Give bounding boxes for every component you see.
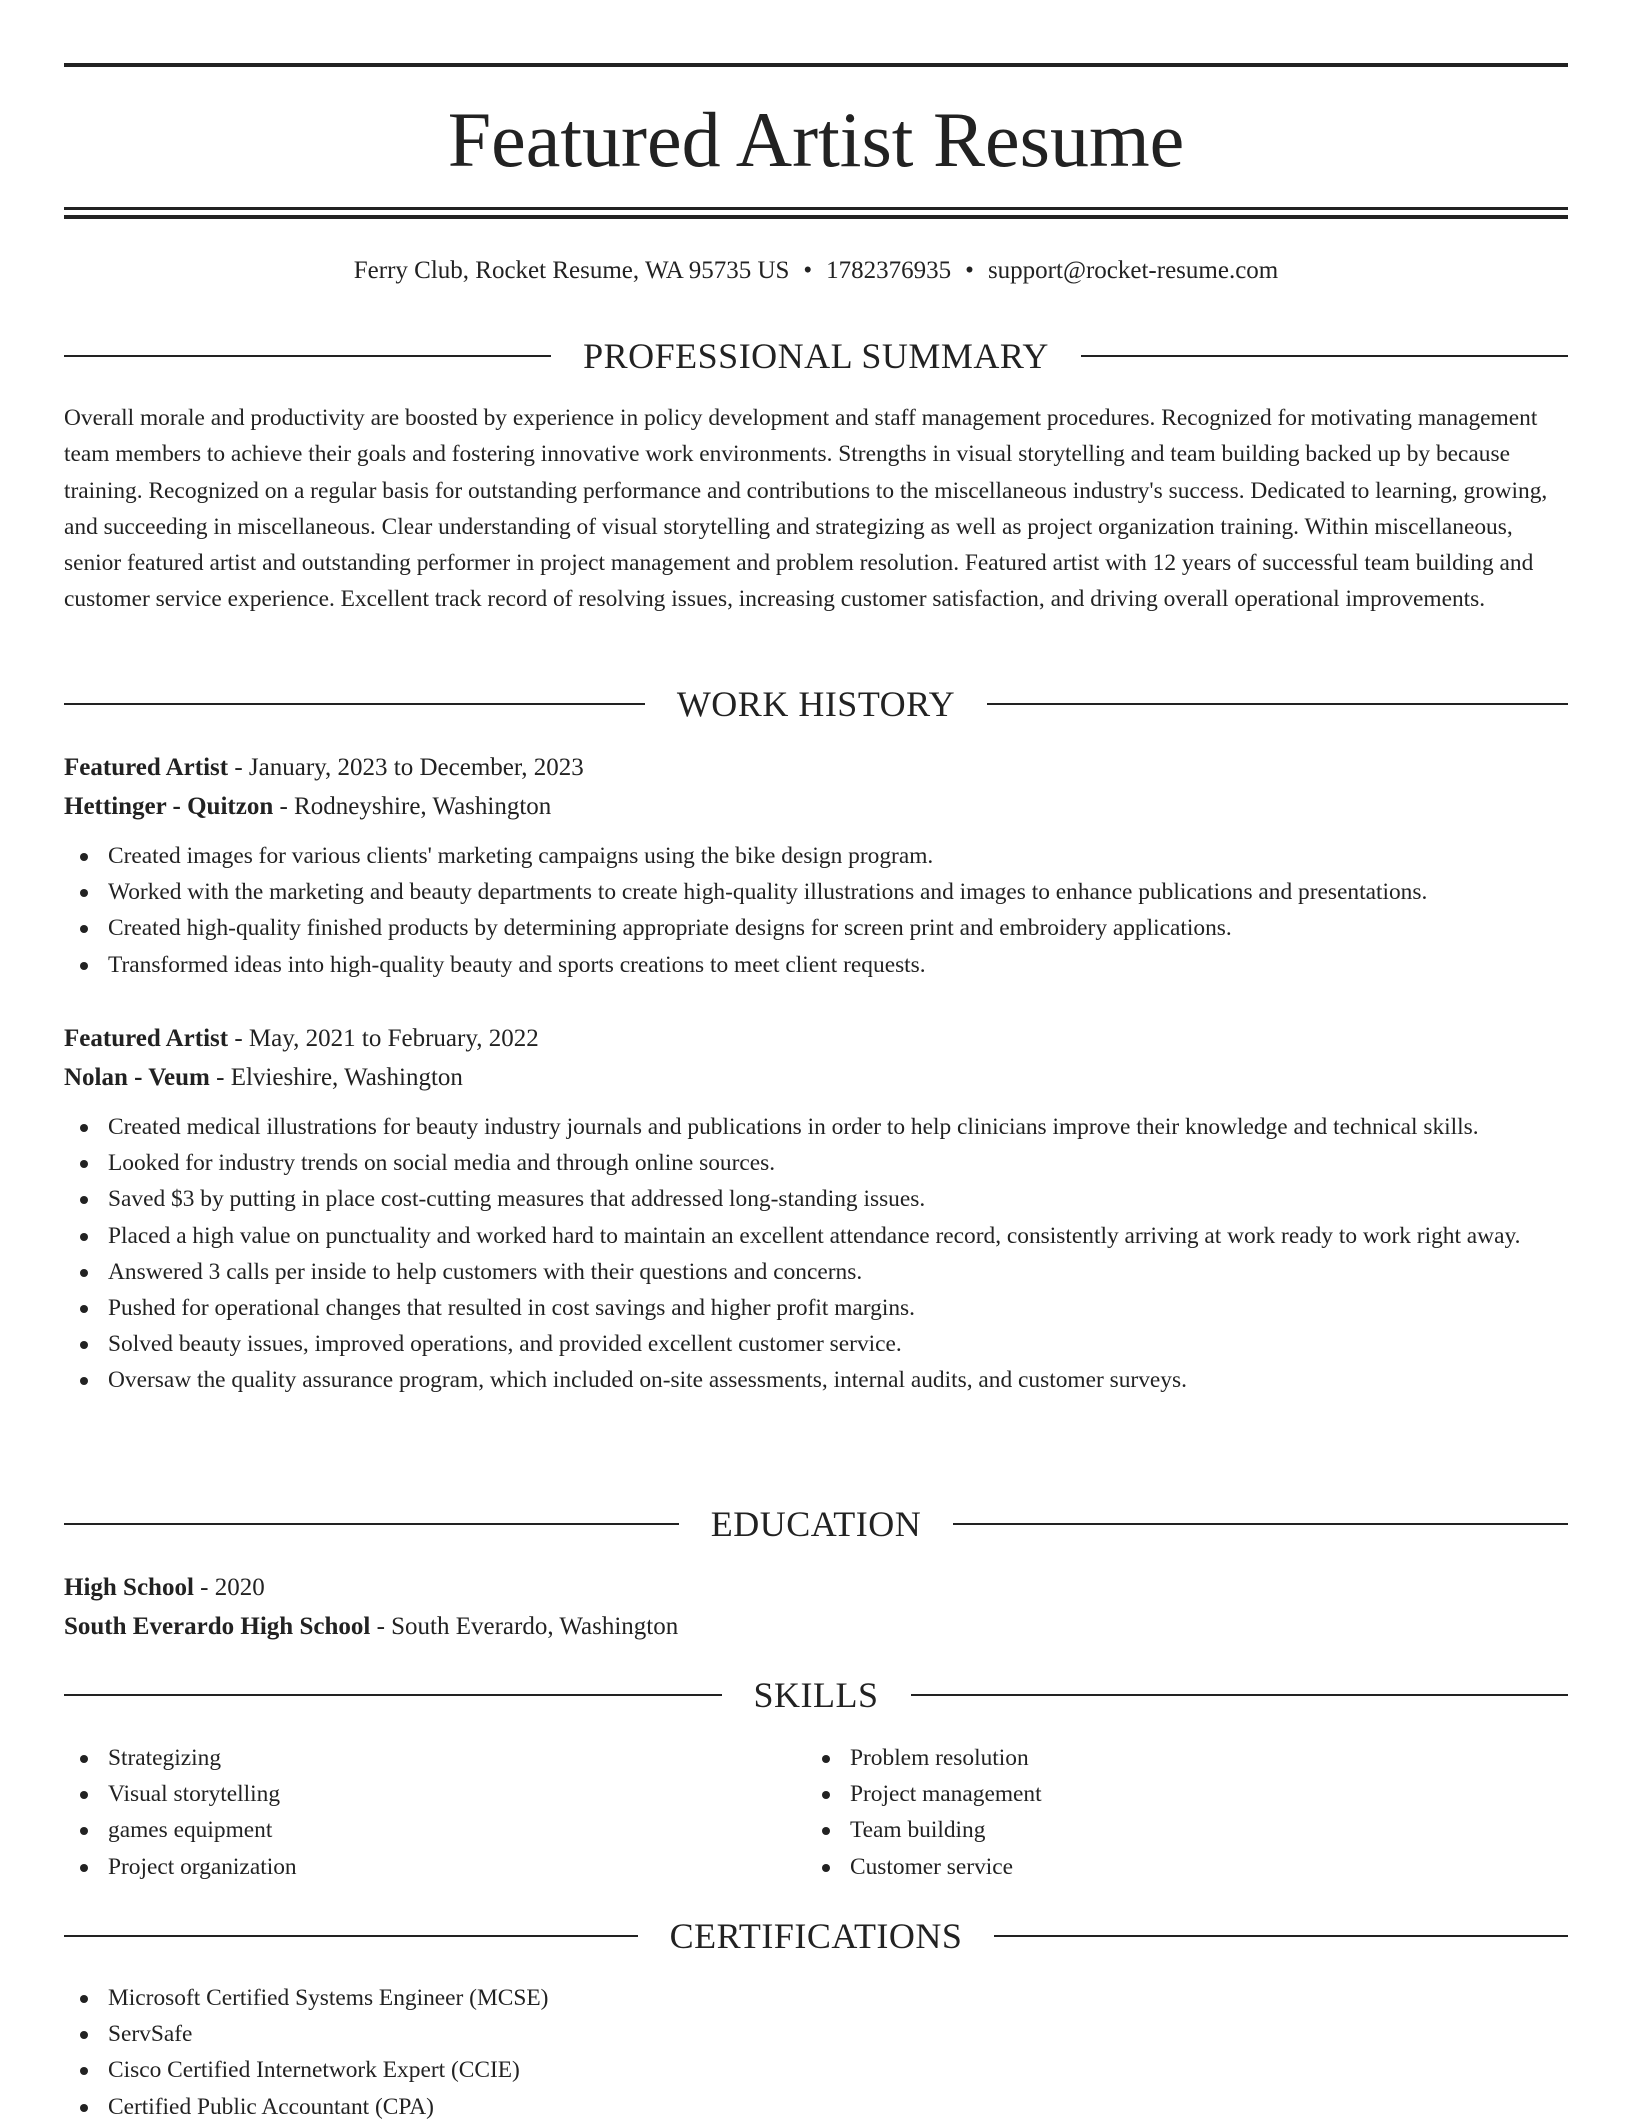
list-item: Certified Public Accountant (CPA) [64,2089,1568,2125]
list-item: Customer service [806,1849,1548,1885]
list-item: Team building [806,1812,1548,1848]
job-dates: - May, 2021 to February, 2022 [228,1025,539,1052]
list-item: Oversaw the quality assurance program, which included on-site assessments, internal audits, and customer surveys. [64,1362,1568,1398]
job-dates: - January, 2023 to December, 2023 [228,754,584,781]
section-title: PROFESSIONAL SUMMARY [583,336,1049,376]
list-item: Cisco Certified Internetwork Expert (CCIE) [64,2052,1568,2088]
skills-items [64,1740,806,1885]
list-item: Created high-quality finished products by determining appropriate designs for screen print and embroidery applications. [64,910,1568,946]
list-item: Project organization [64,1849,806,1885]
title-rule-thin [64,207,1568,210]
job-employer [64,1058,1568,1097]
contact-address: Ferry Club, Rocket Resume, WA 95735 US [353,257,790,284]
list-item: Worked with the marketing and beauty departments to create high-quality illustrations and images to enhance publications and presentations. [64,874,1568,910]
section-title: SKILLS [753,1675,879,1715]
job-entry [64,748,1568,983]
job-duties [64,1109,1568,1399]
section-title: WORK HISTORY [676,684,956,724]
job-location: - Elvieshire, Washington [209,1064,463,1091]
contact-separator: • [803,257,813,284]
section-rule [64,703,645,705]
list-item: Pushed for operational changes that resulted in cost savings and higher profit margins. [64,1290,1568,1326]
section-title: EDUCATION [710,1504,922,1544]
education-year: - 2020 [193,1574,265,1601]
list-item: games equipment [64,1812,806,1848]
list-item: Created medical illustrations for beauty industry journals and publications in order to help clinicians improve their knowledge and technical skills. [64,1109,1568,1145]
education-degree: High School [64,1574,194,1601]
job-location: - Rodneyshire, Washington [273,793,552,820]
section-rule [64,1694,722,1696]
certification-items [64,1980,1568,2125]
job-company: Nolan - Veum [64,1064,210,1091]
list-item: ServSafe [64,2016,1568,2052]
skills-list [64,1740,1568,1885]
list-item: Placed a high value on punctuality and worked hard to maintain an excellent attendance record, consistently arriving at work ready to work right away. [64,1218,1568,1254]
skills-column-left [64,1740,806,1885]
list-item: Saved $3 by putting in place cost-cutting measures that addressed long-standing issues. [64,1181,1568,1217]
list-item: Solved beauty issues, improved operations, and provided excellent customer service. [64,1326,1568,1362]
section-title: CERTIFICATIONS [669,1916,963,1956]
section-rule [64,1523,679,1525]
job-company: Hettinger - Quitzon [64,793,274,820]
job-employer [64,787,1568,826]
top-rule [64,63,1568,67]
job-title: Featured Artist [64,1025,229,1052]
list-item: Answered 3 calls per inside to help customers with their questions and concerns. [64,1254,1568,1290]
section-header-skills [64,1673,1568,1717]
skills-items [806,1740,1548,1885]
certifications-list [64,1980,1568,2125]
page-title: Featured Artist Resume [447,96,1185,183]
contact-email: support@rocket-resume.com [987,257,1279,284]
section-rule [1081,355,1568,357]
section-rule [987,703,1568,705]
section-header-summary [64,334,1568,378]
skills-column-right [806,1740,1548,1885]
section-rule [953,1523,1568,1525]
list-item: Visual storytelling [64,1776,806,1812]
job-title: Featured Artist [64,754,229,781]
summary-paragraph: Overall morale and productivity are boosted by experience in policy development and staff management procedures. Recognized for motivating management team members to achieve their goals and fostering innovative work environments. Strengths in visual storytelling and team building backed up by because training. Recognized on a regular basis for outstanding performance and contributions to the miscellaneous industry's success. Dedicated to learning, growing, and succeeding in miscellaneous. Clear understanding of visual storytelling and strategizing as well as project organization training. Within miscellaneous, senior featured artist and outstanding performer in project management and problem resolution. Featured artist with 12 years of successful team building and customer service experience. Excellent track record of resolving issues, increasing customer satisfaction, and driving overall operational improvements. [64,405,1548,613]
list-item: Project management [806,1776,1548,1812]
education-heading [64,1568,1568,1607]
education-school [64,1607,1568,1646]
title-rule-thick [64,215,1568,219]
list-item: Created images for various clients' marketing campaigns using the bike design program. [64,838,1568,874]
education-entry [64,1568,1568,1646]
school-location: - South Everardo, Washington [370,1613,679,1640]
section-rule [64,355,551,357]
contact-phone: 1782376935 [826,257,952,284]
list-item: Problem resolution [806,1740,1548,1776]
section-header-education [64,1502,1568,1546]
list-item: Microsoft Certified Systems Engineer (MCSE) [64,1980,1568,2016]
section-header-work-history [64,682,1568,726]
contact-line [64,253,1568,289]
school-name: South Everardo High School [64,1613,371,1640]
section-rule [911,1694,1569,1696]
list-item: Transformed ideas into high-quality beauty and sports creations to meet client requests. [64,947,1568,983]
section-header-certifications [64,1914,1568,1958]
section-rule [64,1935,638,1937]
job-entry [64,1019,1568,1399]
job-heading [64,748,1568,787]
list-item: Strategizing [64,1740,806,1776]
list-item: Looked for industry trends on social media and through online sources. [64,1145,1568,1181]
job-duties [64,838,1568,983]
job-heading [64,1019,1568,1058]
section-rule [994,1935,1568,1937]
contact-separator: • [965,257,974,284]
